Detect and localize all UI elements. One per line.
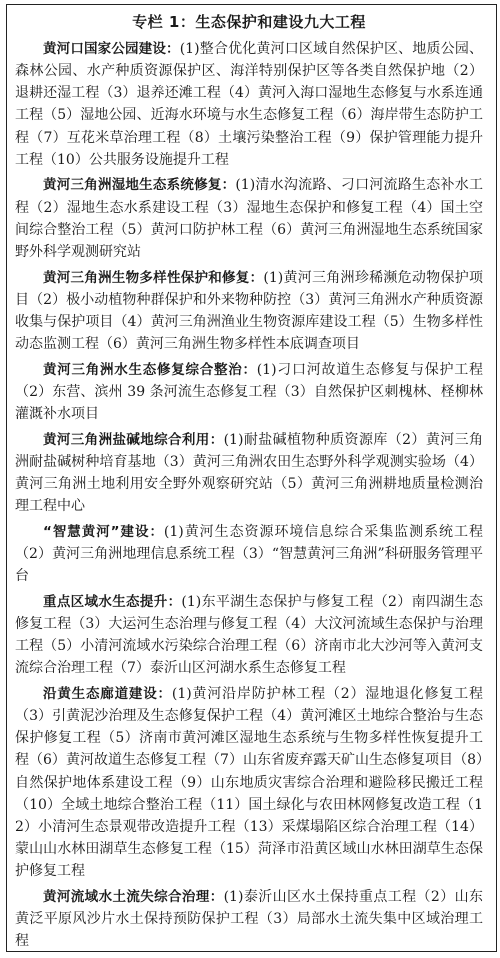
section-body: (1)黄河三角洲珍稀濒危动物保护项目（2）极小动植物种群保护和外来物种防控（3）黄河三角洲水产种质资源收集与保护项目（4）黄河三角洲渔业生物资源库建设工程（5）生物多样性动态监测工程（6）黄河三角洲生物多样性本底调查项目 [15,269,483,353]
section-paragraph [15,683,483,882]
section-paragraph [15,886,483,952]
section-heading: 黄河三角洲生物多样性保护和修复： [43,269,264,286]
column-title: 专栏 1：生态保护和建设九大工程 [132,13,366,31]
section-body: (1)黄河生态资源环境信息综合采集监测系统工程（2）黄河三角洲地理信息系统工程（3）“智慧黄河三角洲”科研服务管理平台 [15,523,483,585]
section-heading: “智慧黄河”建设： [43,523,164,540]
column-box [6,4,497,952]
section-body: (1)黄河沿岸防护林工程（2）湿地退化修复工程（3）引黄泥沙治理及生态修复保护工程（4）黄河滩区土地综合整治与生态保护修复工程（5）济南市黄河滩区湿地生态系统与生物多样性恢复提升工程（6）黄河故道生态修复工程（7）山东省废弃露天矿山生态修复项目（8）自然保护地体系建设工程（9）山东地质灾害综合治理和避险移民搬迁工程（10）全域土地综合整治工程（11）国土绿化与农田林网修复改造工程（12）小清河生态景观带改造提升工程（13）采煤塌陷区综合治理工程（14）蒙山山水林田湖草生态修复工程（15）菏泽市沿黄区域山水林田湖草生态保护修复工程 [15,685,483,880]
section-paragraph [15,591,483,680]
section-heading: 沿黄生态廊道建设： [43,685,172,702]
section-heading: 黄河三角洲盐碱地综合利用： [43,431,224,448]
section-heading: 黄河口国家公园建设： [43,41,180,57]
section-paragraph [15,174,483,263]
section-paragraph [15,359,483,425]
section-body: (1)整合优化黄河口区域自然保护区、地质公园、森林公园、水产种质资源保护区、海洋特别保护区等各类自然保护地（2）退耕还湿工程（3）退养还滩工程（4）黄河入海口湿地生态修复与水系连通工程（5）湿地公园、近海水环境与水生态修复工程（6）海岸带生态防护工程（7）互花米草治理工程（8）土壤污染整治工程（9）保护管理能力提升工程（10）公共服务设施提升工程 [15,41,483,168]
section-heading: 黄河流域水土流失综合治理： [43,888,224,905]
section-paragraph [15,267,483,356]
section-body: (1)清水沟流路、刁口河流路生态补水工程（2）湿地生态水系建设工程（3）湿地生态保护和修复工程（4）国土空间综合整治工程（5）黄河口防护林工程（6）黄河三角洲湿地生态系统国家野外科学观测研究站 [15,177,483,260]
section-paragraph [15,429,483,518]
section-body: (1)刁口河故道生态修复与保护工程（2）东营、滨州 39 条河流生态修复工程（3）自然保护区刺槐林、柽柳林灌溉补水项目 [15,361,483,422]
section-body: (1)东平湖生态保护与修复工程（2）南四湖生态修复工程（3）大运河生态治理与修复工程（4）大汶河流域生态保护与治理工程（5）小清河流域水污染综合治理工程（6）济南市北大沙河等入黄河支流综合治理工程（7）泰沂山区河湖水系生态修复工程 [15,593,483,677]
section-heading: 黄河三角洲湿地生态系统修复： [43,177,236,194]
section-body: (1)泰沂山区水土保持重点工程（2）山东黄泛平原风沙片水土保持预防保护工程（3）局部水土流失集中区域治理工程 [15,888,483,950]
section-body: (1)耐盐碱植物种质资源库（2）黄河三角洲耐盐碱树种培育基地（3）黄河三角洲农田生态野外科学观测实验场（4）黄河三角洲土地利用安全野外观察研究站（5）黄河三角洲耕地质量检测治理工程中心 [15,431,483,515]
section-paragraph [15,521,483,587]
section-heading: 重点区域水生态提升： [43,593,182,610]
section-paragraph [15,38,483,171]
section-heading: 黄河三角洲水生态修复综合整治： [43,361,257,378]
